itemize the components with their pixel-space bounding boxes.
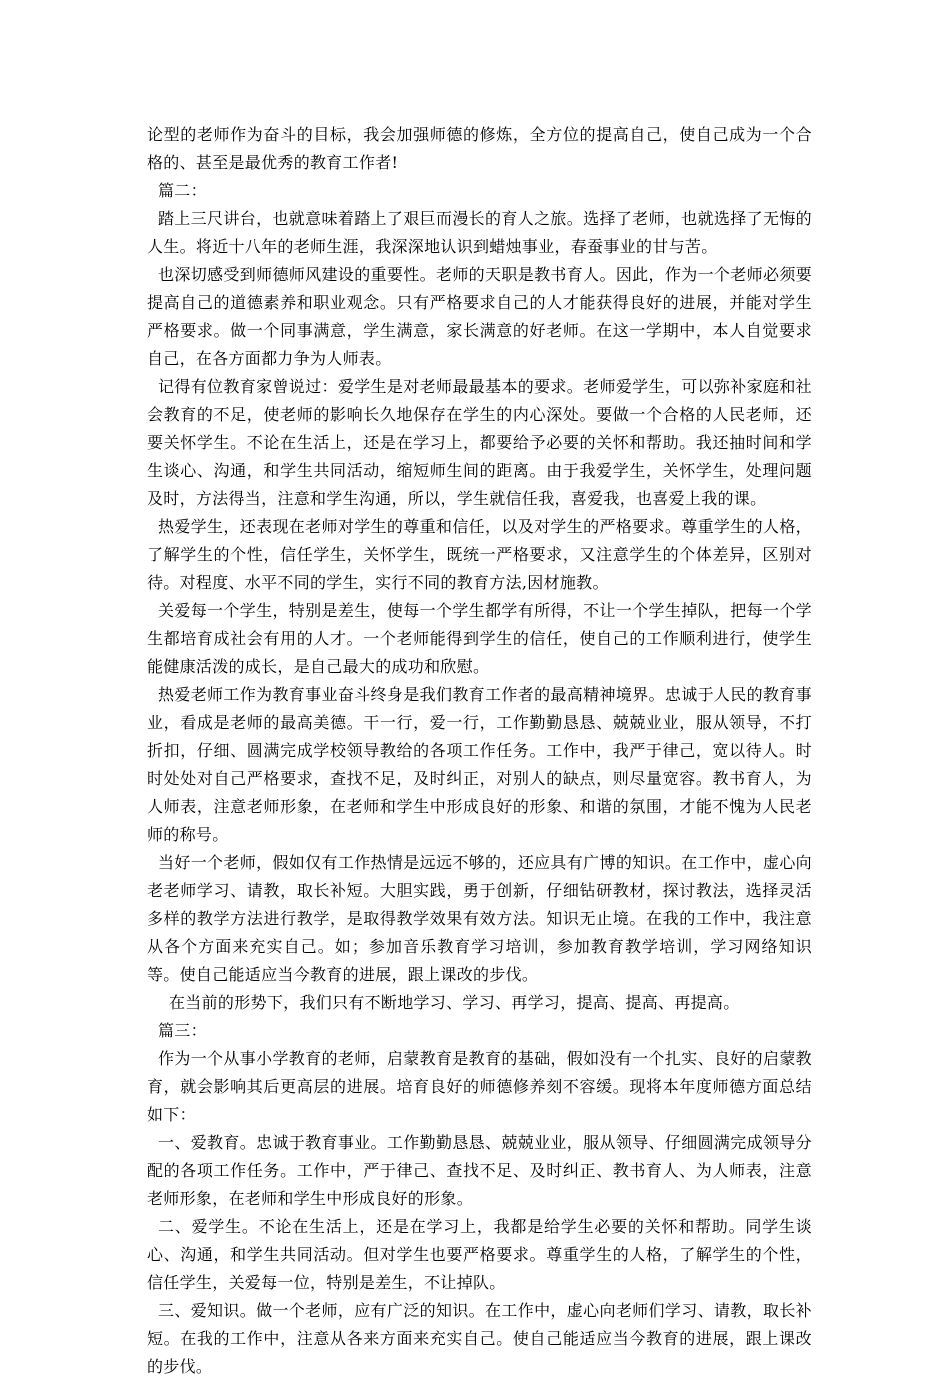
body-text — [147, 121, 812, 1381]
paragraph: 踏上三尺讲台，也就意味着踏上了艰巨而漫长的育人之旅。选择了老师，也就选择了无悔的人生。将近十八年的老师生涯，我深深地认识到蜡烛事业，春蚕事业的甘与苦。 — [147, 209, 812, 256]
paragraph: 热爱学生，还表现在老师对学生的尊重和信任，以及对学生的严格要求。尊重学生的人格，了解学生的个性，信任学生，关怀学生，既统一严格要求，又注意学生的个体差异，区别对待。对程度、水平不同的学生，实行不同的教育方法,因材施教。 — [147, 517, 812, 592]
paragraph: 作为一个从事小学教育的老师，启蒙教育是教育的基础，假如没有一个扎实、良好的启蒙教育，就会影响其后更高层的进展。培育良好的师德修养刻不容缓。现将本年度师德方面总结如下： — [147, 1049, 812, 1124]
paragraph: 一、爱教育。忠诚于教育事业。工作勤勤恳恳、兢兢业业，服从领导、仔细圆满完成领导分配的各项工作任务。工作中，严于律己、查找不足、及时纠正、教书育人、为人师表，注意老师形象，在老师和学生中形成良好的形象。 — [147, 1133, 812, 1208]
paragraph: 也深切感受到师德师风建设的重要性。老师的天职是教书育人。因此，作为一个老师必须要提高自己的道德素养和职业观念。只有严格要求自己的人才能获得良好的进展，并能对学生严格要求。做一个同事满意，学生满意，家长满意的好老师。在这一学期中，本人自觉要求自己，在各方面都力争为人师表。 — [147, 265, 812, 368]
paragraph: 记得有位教育家曾说过：爱学生是对老师最最基本的要求。老师爱学生，可以弥补家庭和社会教育的不足，使老师的影响长久地保存在学生的内心深处。要做一个合格的人民老师，还要关怀学生。不论在生活上，还是在学习上，都要给予必要的关怀和帮助。我还抽时间和学生谈心、沟通，和学生共同活动，缩短师生间的距离。由于我爱学生，关怀学生，处理问题及时，方法得当，注意和学生沟通，所以，学生就信任我，喜爱我，也喜爱上我的课。 — [147, 377, 812, 508]
paragraph: 二、爱学生。不论在生活上，还是在学习上，我都是给学生必要的关怀和帮助。同学生谈心、沟通，和学生共同活动。但对学生也要严格要求。尊重学生的人格，了解学生的个性，信任学生，关爱每一位，特别是差生，不让掉队。 — [147, 1217, 812, 1292]
section-heading-part-two: 篇二： — [158, 181, 207, 200]
paragraph: 关爱每一个学生，特别是差生，使每一个学生都学有所得，不让一个学生掉队，把每一个学生都培育成社会有用的人才。一个老师能得到学生的信任，使自己的工作顺利进行，使学生能健康活泼的成长，是自己最大的成功和欣慰。 — [147, 601, 812, 676]
paragraph: 热爱老师工作为教育事业奋斗终身是我们教育工作者的最高精神境界。忠诚于人民的教育事业，看成是老师的最高美德。干一行，爱一行，工作勤勤恳恳、兢兢业业，服从领导，不打折扣，仔细、圆满完成学校领导教给的各项工作任务。工作中，我严于律己，宽以待人。时时处处对自己严格要求，查找不足，及时纠正，对别人的缺点，则尽量宽容。教书育人，为人师表，注意老师形象，在老师和学生中形成良好的形象、和谐的氛围，才能不愧为人民老师的称号。 — [147, 685, 812, 844]
paragraph: 论型的老师作为奋斗的目标，我会加强师德的修炼，全方位的提高自己，使自己成为一个合格的、甚至是最优秀的教育工作者! — [147, 125, 812, 172]
section-heading-part-three: 篇三： — [158, 1021, 207, 1040]
paragraph: 三、爱知识。做一个老师，应有广泛的知识。在工作中，虚心向老师们学习、请教，取长补短。在我的工作中，注意从各来方面来充实自己。使自己能适应当今教育的进展，跟上课改的步伐。 — [147, 1301, 812, 1376]
paragraph: 当好一个老师，假如仅有工作热情是远远不够的，还应具有广博的知识。在工作中，虚心向老老师学习、请教，取长补短。大胆实践，勇于创新，仔细钻研教材，探讨教法，选择灵活多样的教学方法进行教学，是取得教学效果有效方法。知识无止境。在我的工作中，我注意从各个方面来充实自己。如；参加音乐教育学习培训，参加教育教学培训，学习网络知识等。使自己能适应当今教育的进展，跟上课改的步伐。 — [147, 853, 812, 984]
paragraph: 在当前的形势下，我们只有不断地学习、学习、再学习，提高、提高、再提高。 — [169, 993, 740, 1012]
